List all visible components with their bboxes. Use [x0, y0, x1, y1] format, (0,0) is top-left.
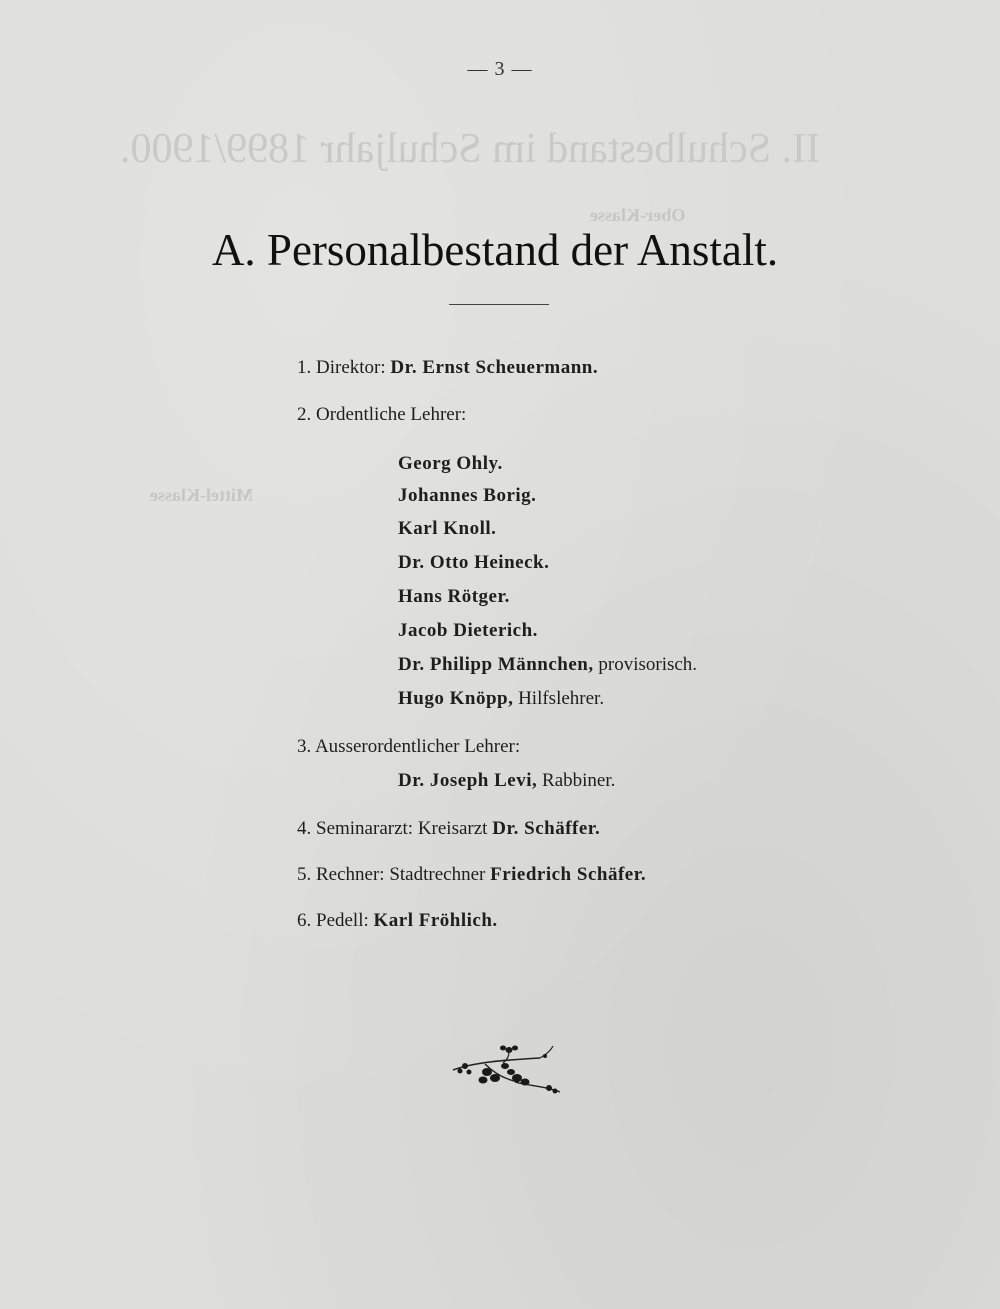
pedell-label: 6. Pedell:: [297, 910, 369, 931]
page-number: — 3 —: [467, 58, 533, 80]
floral-ornament-icon: [445, 1036, 565, 1096]
teacher-entry: [398, 453, 503, 475]
teacher-name: Karl Knoll.: [398, 518, 497, 539]
extra-teacher-entry: [398, 770, 615, 792]
teacher-name: Georg Ohly.: [398, 453, 503, 474]
extra-teacher-header: 3. Ausserordentlicher Lehrer:: [297, 736, 521, 757]
teacher-entry: [398, 552, 549, 574]
seminar-prefix: Kreisarzt: [417, 818, 488, 839]
rechner-prefix: Stadtrechner: [389, 864, 486, 885]
teacher-name: Hans Rötger.: [398, 586, 510, 607]
show-through-ober: Ober-Klasse: [590, 205, 686, 225]
teachers-header: 2. Ordentliche Lehrer:: [297, 404, 467, 425]
teacher-note: provisorisch.: [598, 654, 698, 675]
seminar-entry: [297, 818, 600, 840]
teacher-name: Dr. Otto Heineck.: [398, 552, 550, 573]
director-entry: [297, 357, 598, 379]
seminar-name: Dr. Schäffer.: [492, 818, 601, 839]
page-title: A. Personalbestand der Anstalt.: [211, 225, 779, 275]
director-label: 1. Direktor:: [297, 357, 386, 378]
rechner-name: Friedrich Schäfer.: [490, 864, 647, 885]
director-name: Dr. Ernst Scheuermann.: [390, 357, 599, 378]
teacher-entry: [398, 654, 697, 676]
teacher-entry: [398, 688, 604, 710]
rechner-entry: [297, 864, 646, 886]
extra-teacher-name: Dr. Joseph Levi,: [398, 770, 538, 791]
rechner-label: 5. Rechner:: [297, 864, 385, 885]
seminar-label: 4. Seminararzt:: [297, 818, 414, 839]
teacher-entry: [398, 620, 538, 642]
teacher-note: Hilfslehrer.: [518, 688, 605, 709]
pedell-name: Karl Fröhlich.: [373, 910, 498, 931]
title-divider: [449, 304, 549, 305]
teacher-entry: [398, 485, 536, 507]
teacher-name: Hugo Knöpp,: [398, 688, 514, 709]
show-through-heading: II. Schulbestand im Schuljahr 1899/1900.: [120, 126, 820, 172]
show-through-mittel: Mittel-Klasse: [150, 485, 253, 505]
teacher-name: Johannes Borig.: [398, 485, 537, 506]
teacher-entry: [398, 586, 510, 608]
teacher-entry: [398, 518, 496, 540]
pedell-entry: [297, 910, 498, 932]
teacher-name: Jacob Dieterich.: [398, 620, 538, 641]
extra-teacher-note: Rabbiner.: [542, 770, 616, 791]
teacher-name: Dr. Philipp Männchen,: [398, 654, 594, 675]
